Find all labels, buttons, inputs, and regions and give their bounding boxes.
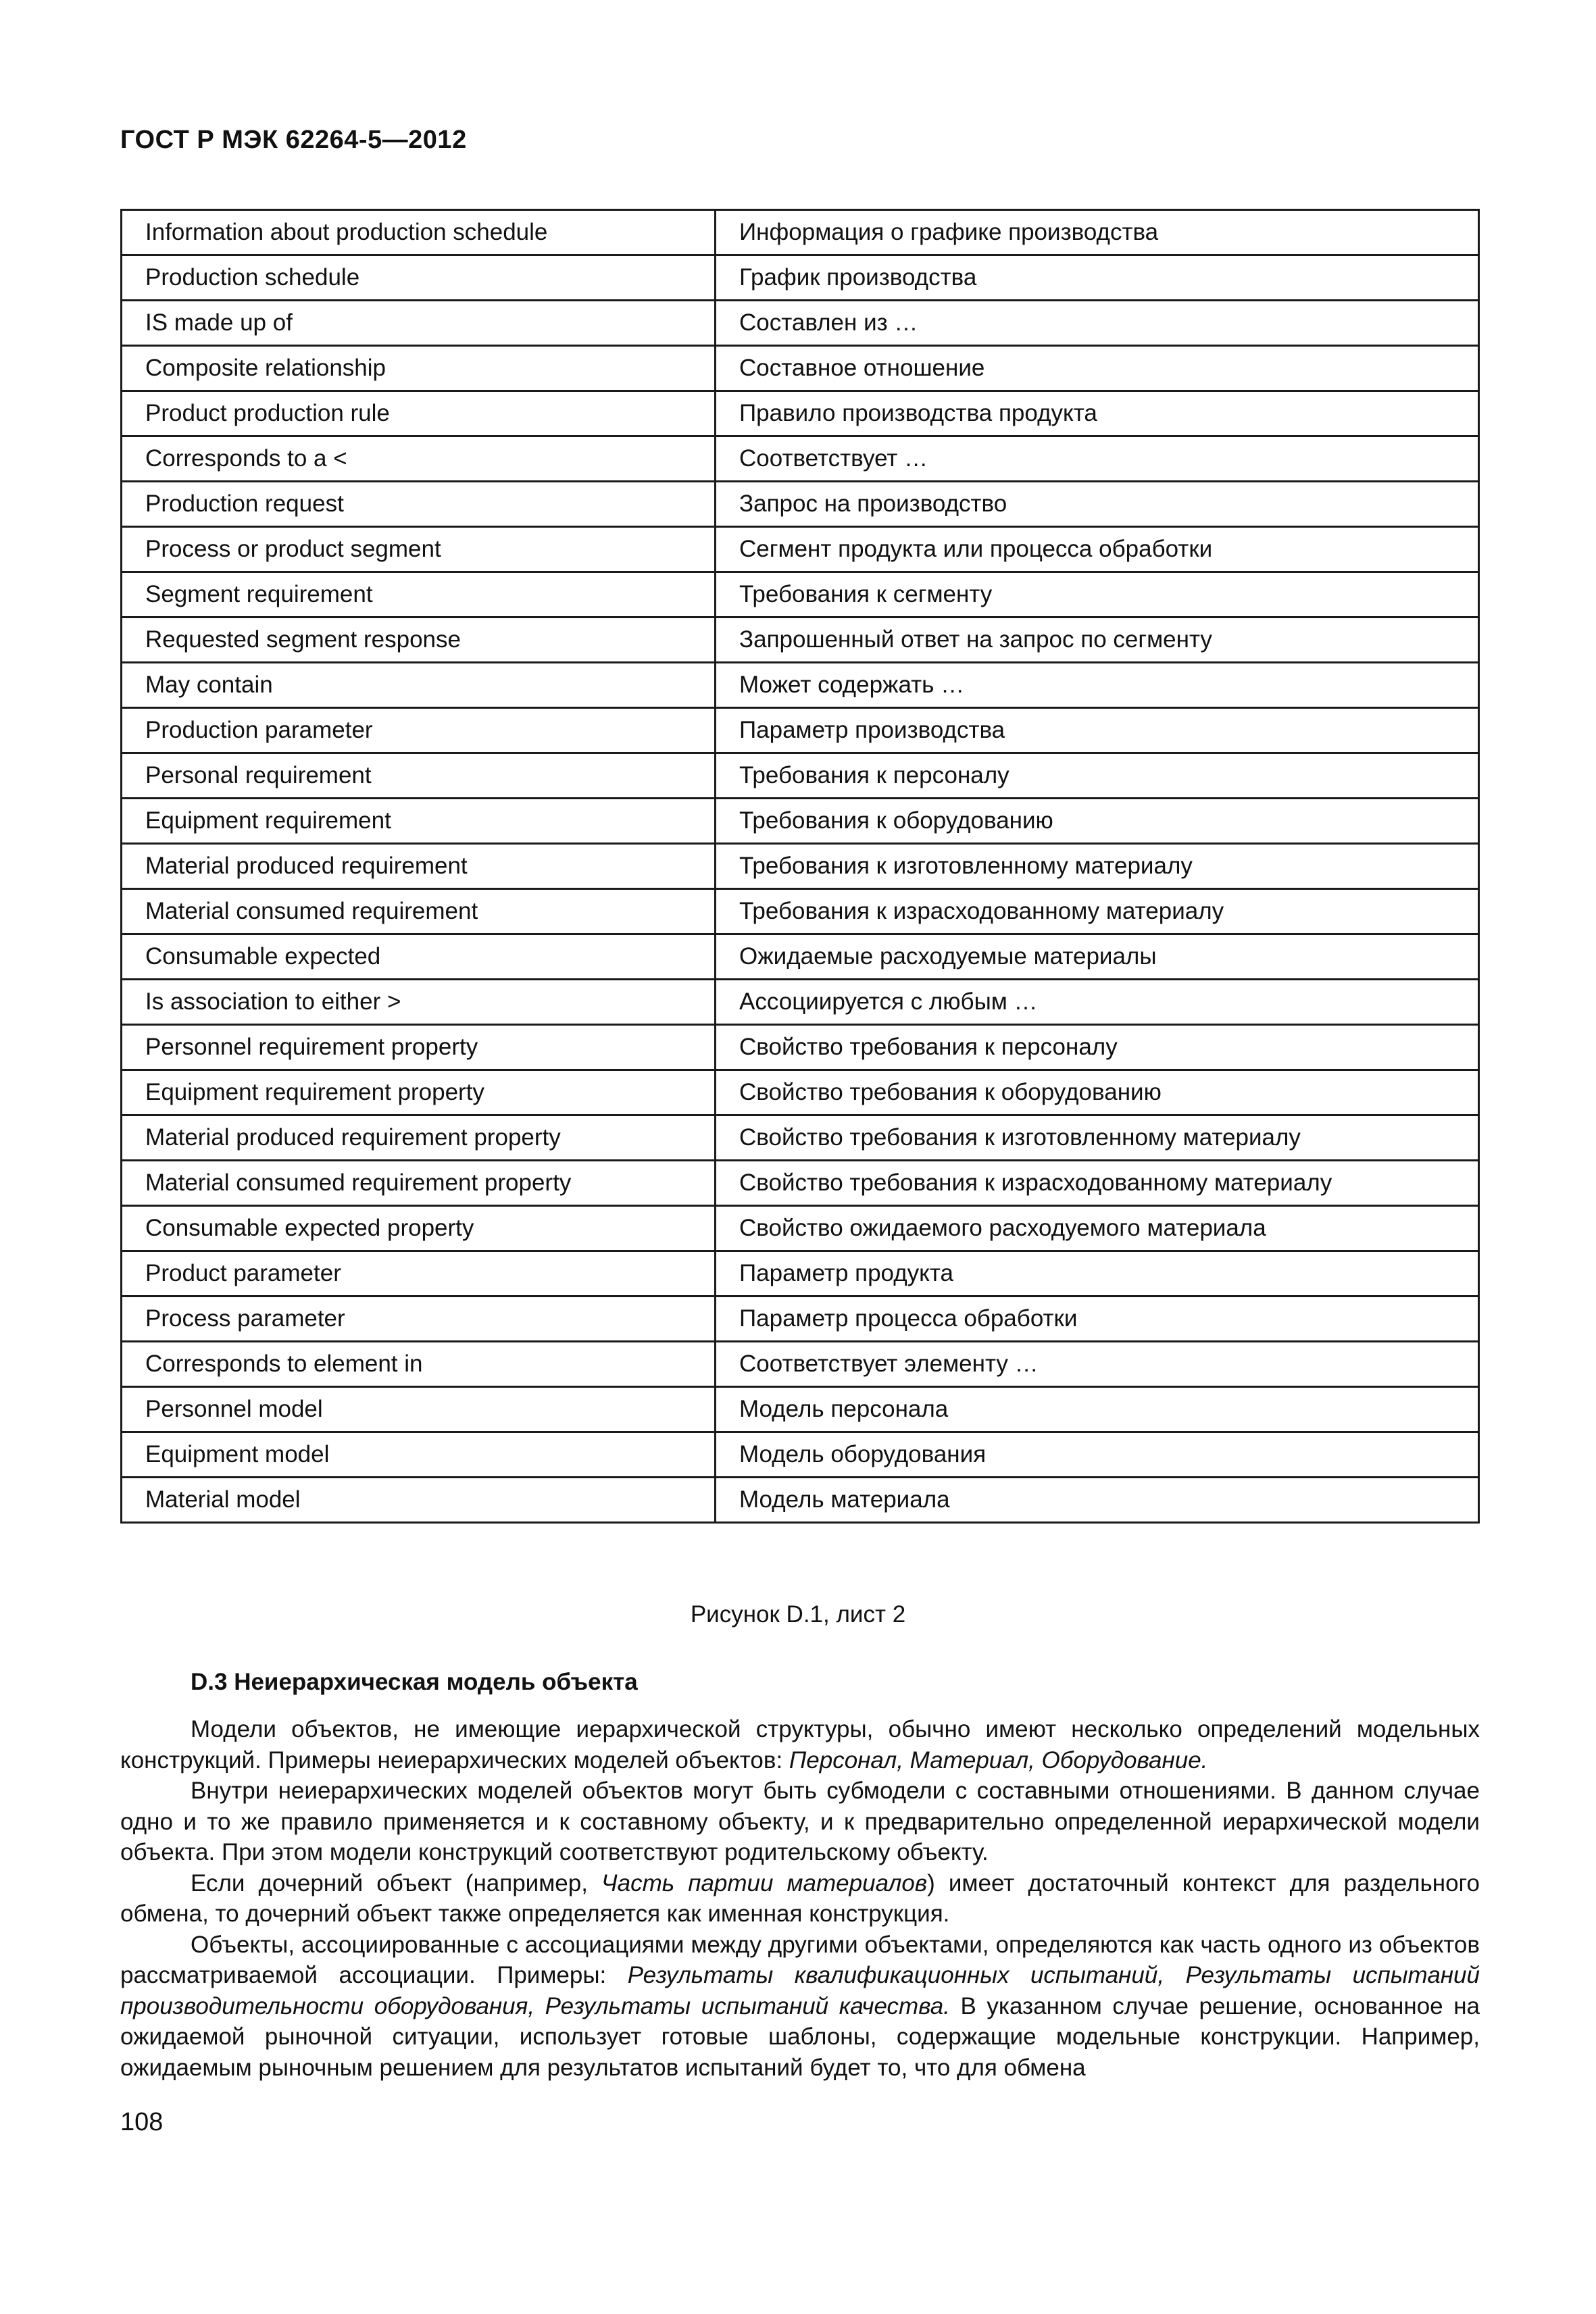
term-russian: Параметр процесса обработки [716, 1297, 1479, 1342]
table-row [122, 980, 1479, 1025]
term-russian: Требования к изготовленному материалу [716, 844, 1479, 889]
term-english: Product production rule [122, 391, 716, 436]
text-segment: ) имеет достаточный контекст для раздельного обмена, то дочерний объект также определяется как именная конструкция. [120, 1869, 1480, 1927]
table-row [122, 1161, 1479, 1206]
term-english: Material produced requirement property [122, 1115, 716, 1161]
table-row [122, 301, 1479, 346]
term-english: Personnel model [122, 1387, 716, 1432]
term-english: Segment requirement [122, 572, 716, 618]
table-row [122, 1342, 1479, 1387]
table-row [122, 799, 1479, 844]
table-row [122, 1070, 1479, 1115]
table-row [122, 255, 1479, 301]
table-row [122, 708, 1479, 753]
text-segment: Если дочерний объект (например, [191, 1869, 602, 1896]
term-russian: Свойство ожидаемого расходуемого материала [716, 1206, 1479, 1251]
term-russian: Модель оборудования [716, 1432, 1479, 1478]
term-english: Composite relationship [122, 346, 716, 391]
table-row [122, 934, 1479, 980]
table-row [122, 527, 1479, 572]
term-english: Product parameter [122, 1251, 716, 1297]
section-title: D.3 Неиерархическая модель объекта [191, 1669, 638, 1695]
term-english: Personal requirement [122, 753, 716, 799]
term-english: Equipment model [122, 1432, 716, 1478]
table-row [122, 1387, 1479, 1432]
term-russian: Составлен из … [716, 301, 1479, 346]
term-russian: Требования к израсходованному материалу [716, 889, 1479, 934]
table-row [122, 1206, 1479, 1251]
term-russian: Параметр производства [716, 708, 1479, 753]
term-russian: Составное отношение [716, 346, 1479, 391]
term-english: May contain [122, 663, 716, 708]
table-row [122, 436, 1479, 482]
term-russian: Правило производства продукта [716, 391, 1479, 436]
term-english: Is association to either > [122, 980, 716, 1025]
figure-caption: Рисунок D.1, лист 2 [690, 1601, 906, 1628]
term-russian: Параметр продукта [716, 1251, 1479, 1297]
term-russian: Соответствует элементу … [716, 1342, 1479, 1387]
document-header: ГОСТ Р МЭК 62264-5—2012 [120, 126, 467, 154]
table-row [122, 391, 1479, 436]
text-segment: Модели объектов, не имеющие иерархической структуры, обычно имеют несколько определений модельных конструкций. Примеры неиерархических моделей объектов: [120, 1716, 1480, 1774]
term-english: Process or product segment [122, 527, 716, 572]
table-row [122, 1297, 1479, 1342]
italic-text: Часть партии материалов [601, 1869, 928, 1896]
term-english: Material produced requirement [122, 844, 716, 889]
term-russian: Свойство требования к изготовленному материалу [716, 1115, 1479, 1161]
body-paragraph [120, 1868, 1480, 1930]
term-russian: Модель персонала [716, 1387, 1479, 1432]
term-russian: Запрошенный ответ на запрос по сегменту [716, 618, 1479, 663]
body-paragraph [120, 1776, 1480, 1868]
italic-text: Результаты квалификационных испытаний, Результаты испытаний производительности оборудования, Результаты испытаний качества. [120, 1962, 1480, 2019]
table-row [122, 663, 1479, 708]
term-english: Material consumed requirement [122, 889, 716, 934]
table-row [122, 1251, 1479, 1297]
body-paragraph [120, 1714, 1480, 1776]
table-row [122, 210, 1479, 255]
table-row [122, 844, 1479, 889]
term-russian: Требования к персоналу [716, 753, 1479, 799]
term-english: Material model [122, 1478, 716, 1523]
table-row [122, 1115, 1479, 1161]
text-segment: В указанном случае решение, основанное на ожидаемой рыночной ситуации, использует готовые шаблоны, содержащие модельные конструкции. Например, ожидаемым рыночным решением для результатов испытаний будет то, что для обмена [120, 1992, 1480, 2081]
term-russian: Свойство требования к израсходованному материалу [716, 1161, 1479, 1206]
term-russian: Требования к сегменту [716, 572, 1479, 618]
glossary-table-body [122, 210, 1479, 1523]
section-body [120, 1714, 1480, 2083]
term-english: Corresponds to a < [122, 436, 716, 482]
table-row [122, 1025, 1479, 1070]
table-row [122, 618, 1479, 663]
term-english: Production parameter [122, 708, 716, 753]
table-row [122, 889, 1479, 934]
term-russian: Сегмент продукта или процесса обработки [716, 527, 1479, 572]
term-russian: Модель материала [716, 1478, 1479, 1523]
term-russian: Ожидаемые расходуемые материалы [716, 934, 1479, 980]
term-english: IS made up of [122, 301, 716, 346]
term-russian: Информация о графике производства [716, 210, 1479, 255]
table-row [122, 482, 1479, 527]
term-english: Production request [122, 482, 716, 527]
term-english: Production schedule [122, 255, 716, 301]
term-english: Consumable expected [122, 934, 716, 980]
term-russian: Свойство требования к оборудованию [716, 1070, 1479, 1115]
term-english: Information about production schedule [122, 210, 716, 255]
term-english: Corresponds to element in [122, 1342, 716, 1387]
term-english: Consumable expected property [122, 1206, 716, 1251]
term-russian: Соответствует … [716, 436, 1479, 482]
term-english: Process parameter [122, 1297, 716, 1342]
glossary-table [120, 209, 1480, 1524]
term-russian: Ассоциируется с любым … [716, 980, 1479, 1025]
term-russian: Требования к оборудованию [716, 799, 1479, 844]
text-segment: Внутри неиерархических моделей объектов могут быть субмодели с составными отношениями. В данном случае одно и то же правило применяется и к составному объекту, и к предварительно определенной иерархической модели объекта. При этом модели конструкций соответствуют родительскому объекту. [120, 1778, 1480, 1865]
text-segment: Объекты, ассоциированные с ассоциациями между другими объектами, определяются как часть одного из объектов рассматриваемой ассоциации. Примеры: [120, 1931, 1480, 1988]
table-row [122, 753, 1479, 799]
term-english: Equipment requirement property [122, 1070, 716, 1115]
term-russian: Свойство требования к персоналу [716, 1025, 1479, 1070]
term-english: Material consumed requirement property [122, 1161, 716, 1206]
table-row [122, 572, 1479, 618]
term-english: Personnel requirement property [122, 1025, 716, 1070]
body-paragraph [120, 1930, 1480, 2084]
term-russian: Может содержать … [716, 663, 1479, 708]
page-number: 108 [120, 2108, 164, 2136]
table-row [122, 346, 1479, 391]
table-row [122, 1478, 1479, 1523]
term-english: Equipment requirement [122, 799, 716, 844]
italic-text: Персонал, Материал, Оборудование. [789, 1746, 1208, 1774]
term-russian: График производства [716, 255, 1479, 301]
term-english: Requested segment response [122, 618, 716, 663]
table-row [122, 1432, 1479, 1478]
term-russian: Запрос на производство [716, 482, 1479, 527]
